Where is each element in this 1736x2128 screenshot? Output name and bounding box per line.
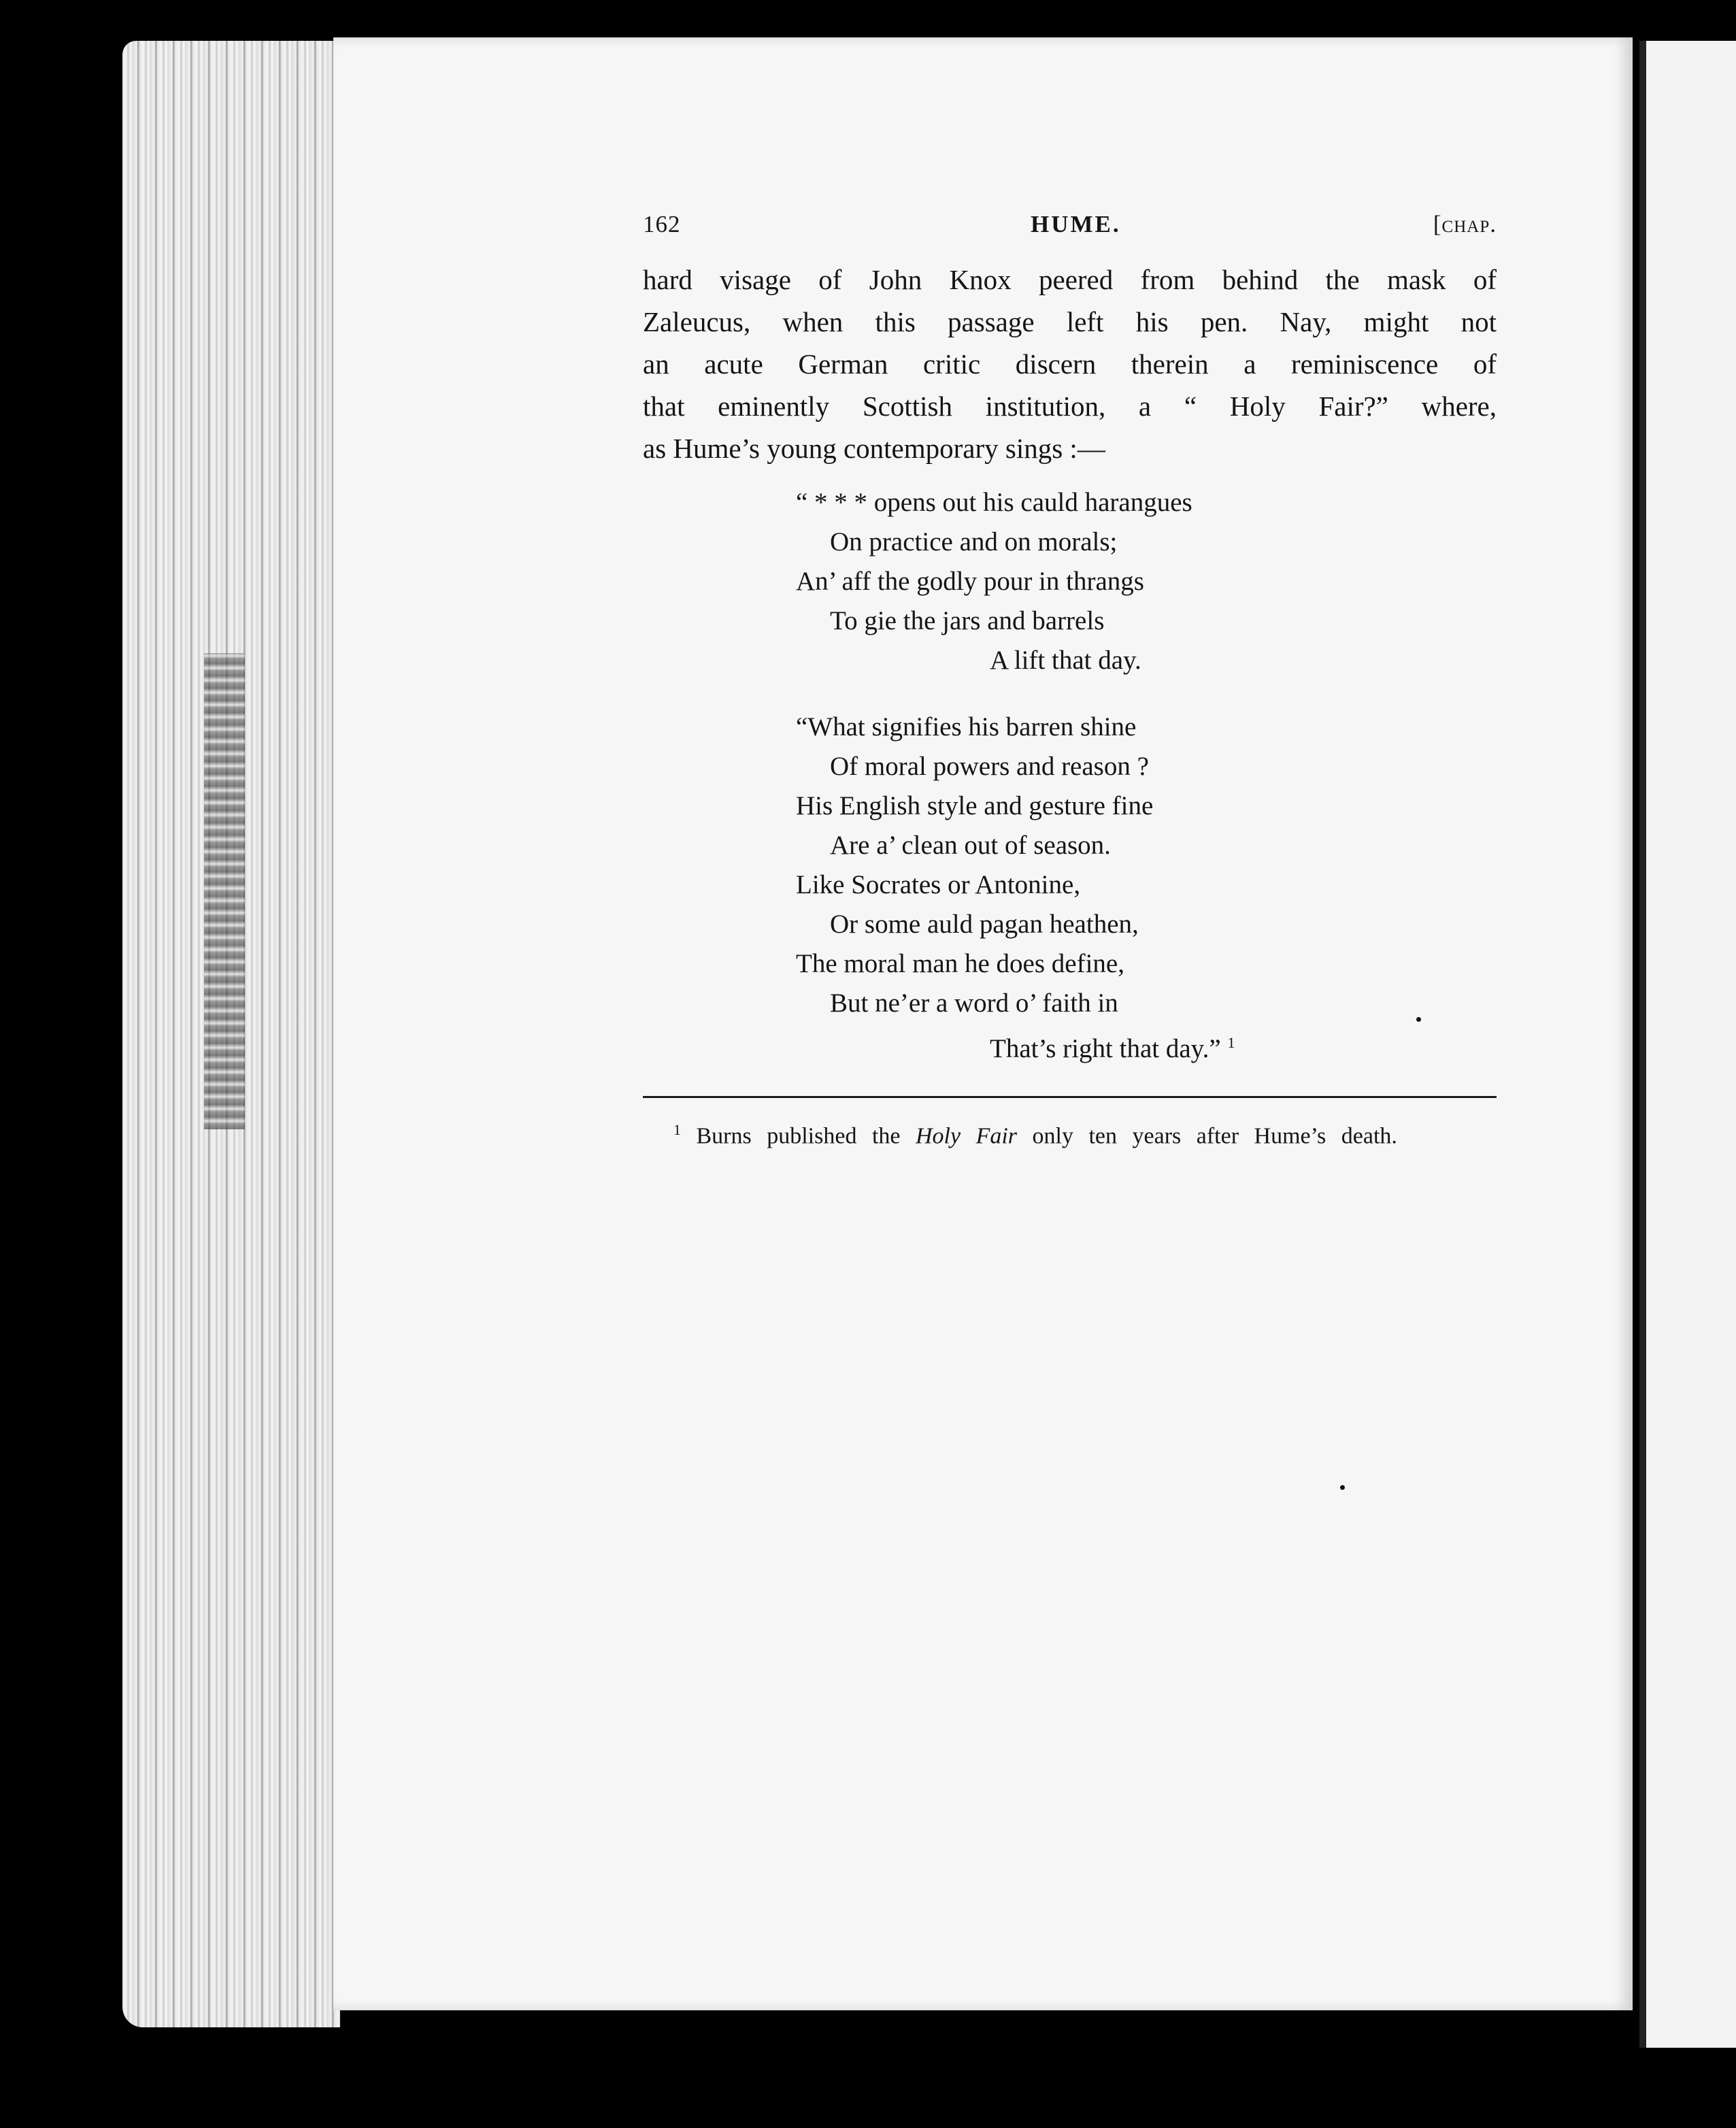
verse-text: That’s right that day.”	[990, 1034, 1221, 1063]
paragraph-line: an acute German critic discern therein a reminiscence of	[643, 348, 1497, 380]
footnote-text: Burns published the	[696, 1123, 901, 1149]
paragraph-line: that eminently Scottish institution, a “ Holy Fair?” where,	[643, 390, 1497, 422]
book-page-edge	[122, 41, 340, 2027]
facing-page-edge	[1639, 41, 1736, 2048]
verse-line: Of moral powers and reason ?	[830, 752, 1149, 781]
page	[333, 37, 1633, 2010]
verse-line: Are a’ clean out of season.	[830, 831, 1111, 860]
paragraph-line: Zaleucus, when this passage left his pen. Nay, might not	[643, 306, 1497, 337]
scan-speck	[1416, 1017, 1421, 1022]
verse-line: Or some auld pagan heathen,	[830, 910, 1139, 939]
stanza-2	[796, 708, 1497, 1069]
scan-speck	[1340, 1485, 1345, 1490]
verse-line: On practice and on morals;	[830, 527, 1118, 556]
verse-line: A lift that day.	[990, 646, 1141, 675]
running-head	[643, 211, 1497, 259]
text-area	[643, 211, 1497, 1178]
paragraph-line: hard visage of John Knox peered from behind the mask of	[643, 264, 1497, 295]
footnote-italic-title: Holy Fair	[915, 1123, 1018, 1149]
paragraph	[643, 259, 1497, 469]
verse-line: Like Socrates or Antonine,	[796, 870, 1081, 899]
verse-line: But ne’er a word o’ faith in	[830, 988, 1118, 1018]
verse-line-last	[796, 1023, 1497, 1069]
poem-quotation	[796, 483, 1497, 1069]
verse-line: An’ aff the godly pour in thrangs	[796, 567, 1144, 596]
stanza-1	[796, 483, 1497, 680]
page-number: 162	[643, 211, 681, 237]
verse-line: “What signifies his barren shine	[796, 712, 1137, 742]
paragraph-line: as Hume’s young contemporary sings :—	[643, 433, 1105, 464]
footnote-reference: 1	[1227, 1034, 1235, 1051]
footnote	[643, 1112, 1497, 1154]
footnote-marker: 1	[673, 1121, 681, 1138]
verse-line: To gie the jars and barrels	[830, 606, 1105, 635]
footnote-text-end: only ten years after Hume’s death.	[1032, 1123, 1397, 1149]
footnote-rule	[643, 1096, 1497, 1098]
running-title: HUME.	[1031, 211, 1121, 237]
verse-line: The moral man he does define,	[796, 949, 1124, 978]
verse-line: His English style and gesture fine	[796, 791, 1154, 820]
verse-line: “ * * * opens out his cauld harangues	[796, 488, 1192, 517]
chapter-label: [chap.	[1433, 211, 1497, 237]
